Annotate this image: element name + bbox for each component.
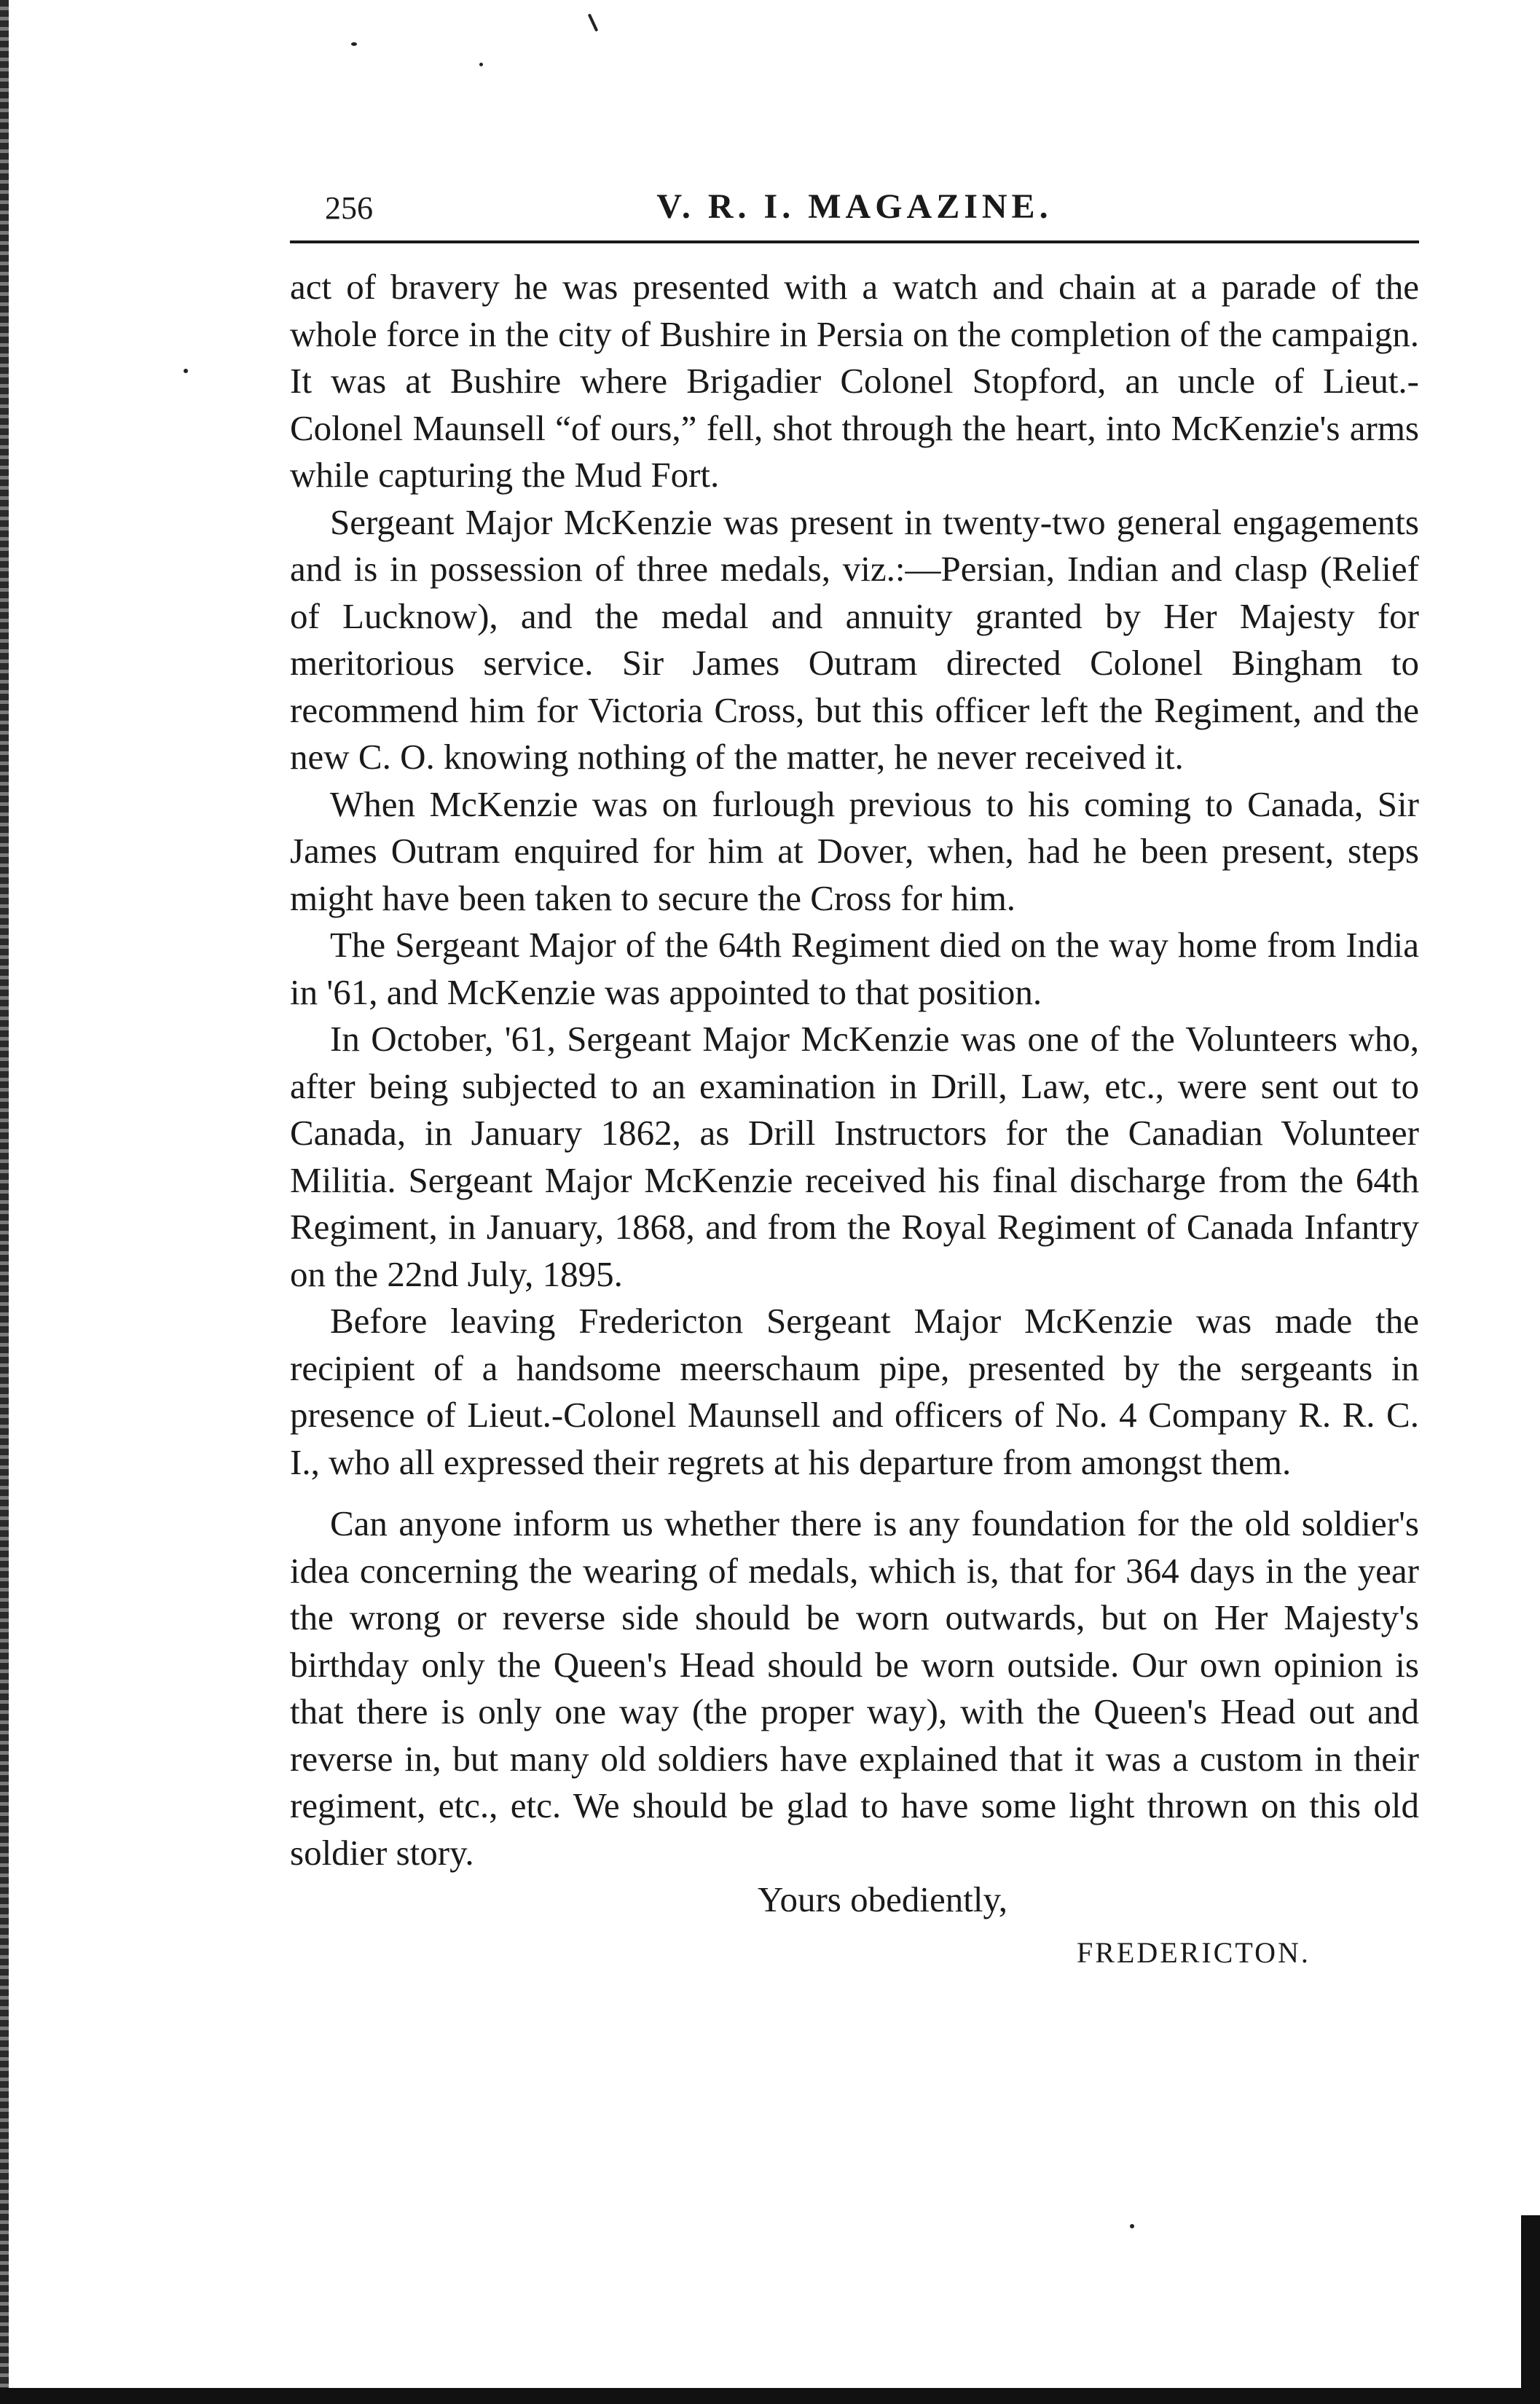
scan-edge-left [0, 0, 9, 2404]
paragraph: The Sergeant Major of the 64th Regiment died on the way home from India in '61, and McKenzie was appointed to that position. [290, 925, 1419, 1012]
paragraph: act of bravery he was presented with a watch and chain at a parade of the whole force in the city of Bushire in Persia on the completion of the campaign. It was at Bushire where Brigadier Colonel Stopford, an uncle of Lieut.-Colonel Maunsell “of ours,” fell, shot through the heart, into McKenzie's arms while capturing the Mud Fort. [290, 267, 1419, 495]
letter-signature: FREDERICTON. [1077, 1935, 1311, 1969]
scan-edge-right [1521, 2215, 1540, 2404]
scan-speck [588, 13, 599, 31]
paragraph: Can anyone inform us whether there is any foundation for the old soldier's idea concerning the wearing of medals, which is, that for 364 days in the year the wrong or reverse side should be worn outwards, but on Her Majesty's birthday only the Queen's Head should be worn outside. Our own opinion is that there is only one way (the proper way), with the Queen's Head out and reverse in, but many old soldiers have explained that it was a custom in their regiment, etc., etc. We should be glad to have some light thrown on this old soldier story. [290, 1503, 1419, 1873]
document-page [290, 182, 1419, 1970]
paragraph: Sergeant Major McKenzie was present in twenty-two general engagements and is in possession of three medals, viz.:—Persian, Indian and clasp (Relief of Lucknow), and the medal and annuity granted by Her Majesty for meritorious service. Sir James Outram directed Colonel Bingham to recommend him for Victoria Cross, but this officer left the Regiment, and the new C. O. knowing nothing of the matter, he never received it. [290, 501, 1419, 777]
scan-edge-bottom [0, 2388, 1540, 2404]
page-number: 256 [325, 190, 373, 226]
scan-speck [1130, 2224, 1134, 2228]
paragraph: In October, '61, Sergeant Major McKenzie was one of the Volunteers who, after being subjected to an examination in Drill, Law, etc., were sent out to Canada, in January 1862, as Drill Instructors for the Canadian Volunteer Militia. Sergeant Major McKenzie received his final discharge from the 64th Regiment, in January, 1868, and from the Royal Regiment of Canada Infantry on the 22nd July, 1895. [290, 1019, 1419, 1294]
paragraph: Before leaving Fredericton Sergeant Major McKenzie was made the recipient of a handsome meerschaum pipe, presented by the sergeants in presence of Lieut.-Colonel Maunsell and officers of No. 4 Company R. R. C. I., who all expressed their regrets at his departure from amongst them. [290, 1301, 1419, 1482]
scan-speck [479, 63, 483, 66]
scan-speck [351, 42, 357, 46]
paragraph: When McKenzie was on furlough previous to his coming to Canada, Sir James Outram enquired for him at Dover, when, had he been present, steps might have been taken to secure the Cross for him. [290, 783, 1419, 918]
running-title: V. R. I. MAGAZINE. [656, 187, 1053, 226]
page-header [290, 182, 1419, 243]
letter-closing: Yours obediently, [758, 1879, 1008, 1919]
scan-speck [184, 369, 188, 373]
article-body [290, 264, 1419, 1876]
